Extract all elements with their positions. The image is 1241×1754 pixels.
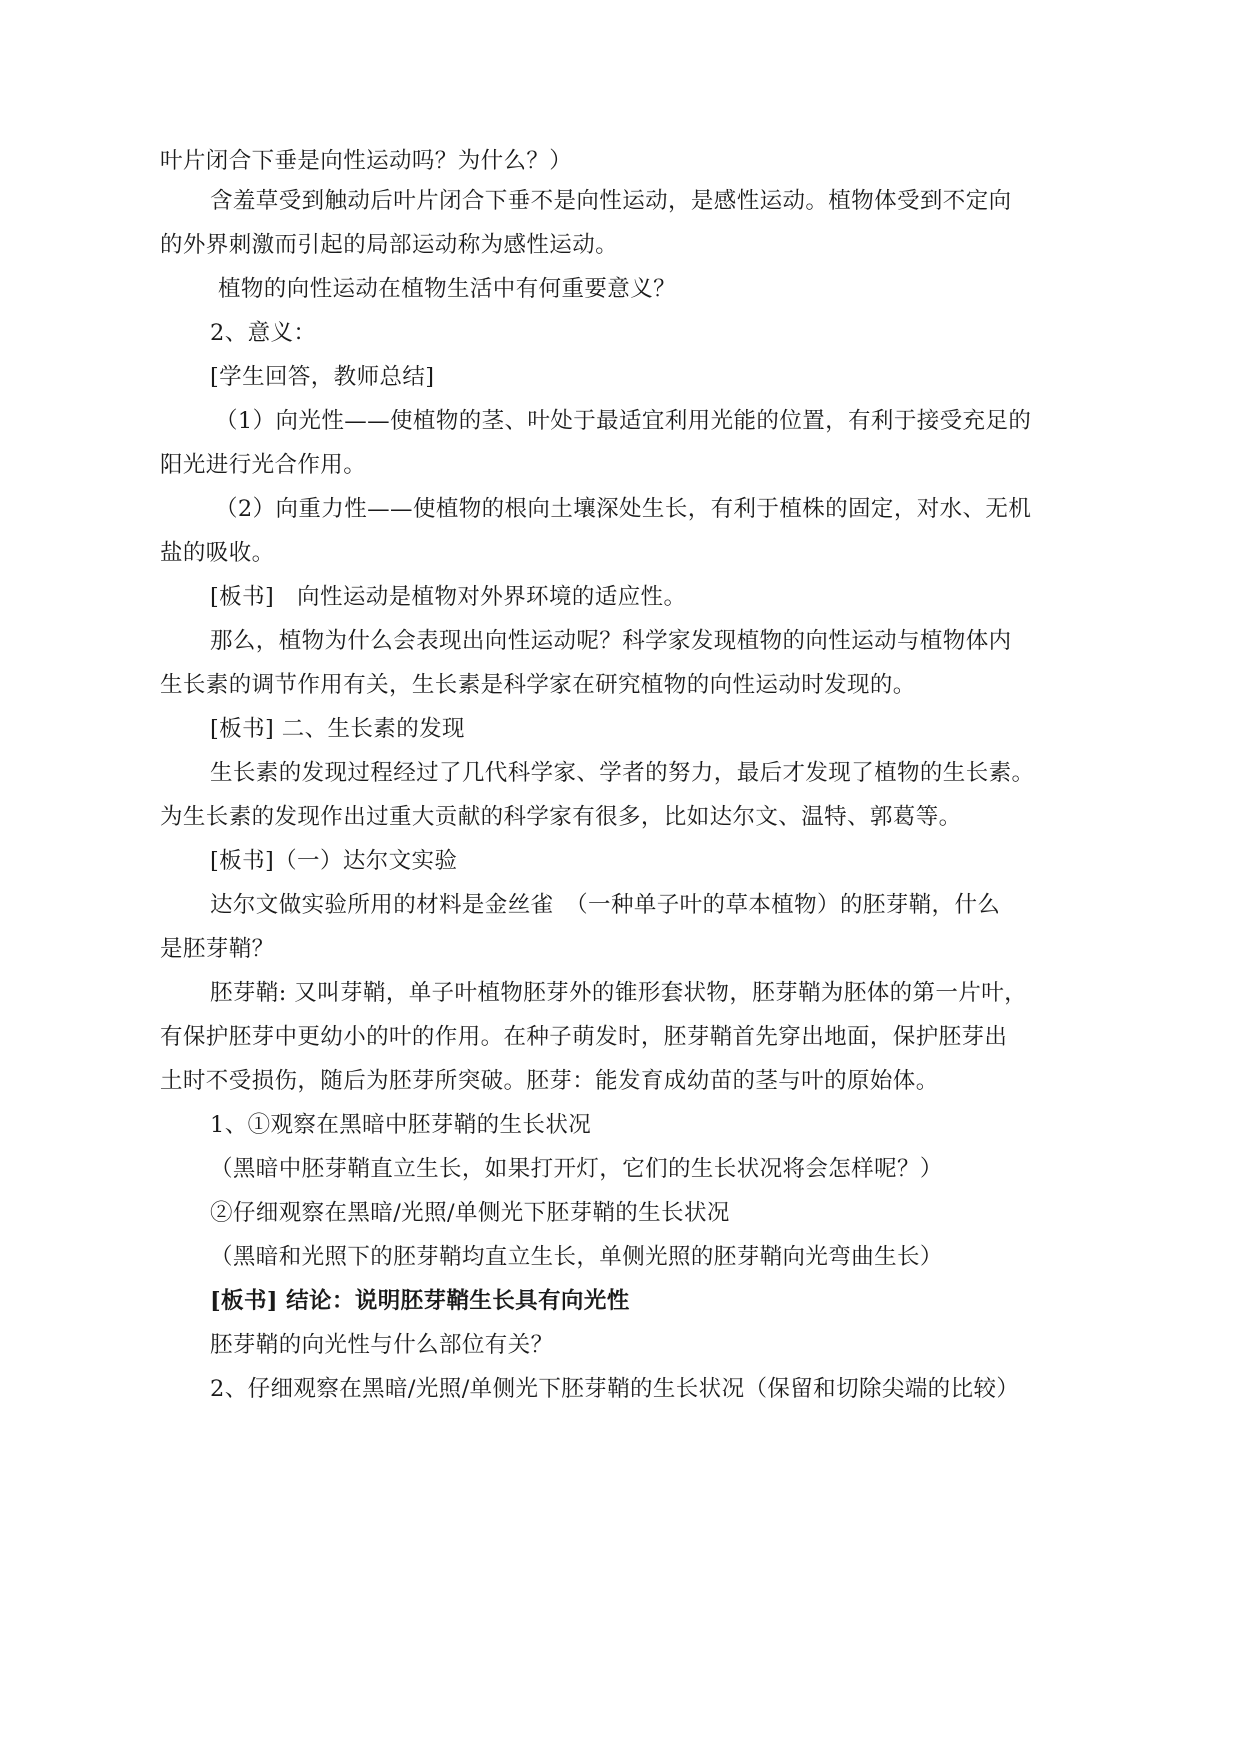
blackboard-conclusion: [板书] 结论：说明胚芽鞘生长具有向光性 — [210, 1288, 630, 1314]
text-line: 胚芽鞘: 又叫芽鞘，单子叶植物胚芽外的锥形套状物，胚芽鞘为胚体的第一片叶， — [210, 980, 1028, 1006]
blackboard-note: [板书] 向性运动是植物对外界环境的适应性。 — [210, 584, 687, 610]
text-line: 生长素的调节作用有关，生长素是科学家在研究植物的向性运动时发现的。 — [160, 672, 916, 698]
blackboard-note: [板书]（一）达尔文实验 — [210, 848, 458, 874]
text-line: 胚芽鞘的向光性与什么部位有关？ — [210, 1332, 554, 1358]
text-line: 盐的吸收。 — [160, 540, 275, 566]
text-line: （1）向光性——使植物的茎、叶处于最适宜利用光能的位置，有利于接受充足的 — [215, 408, 1032, 434]
text-line: 生长素的发现过程经过了几代科学家、学者的努力，最后才发现了植物的生长素。 — [210, 760, 1035, 786]
text-line: 为生长素的发现作出过重大贡献的科学家有很多，比如达尔文、温特、郭葛等。 — [160, 804, 962, 830]
text-line: 是胚芽鞘？ — [160, 936, 275, 962]
text-line: 的外界刺激而引起的局部运动称为感性运动。 — [160, 232, 619, 258]
text-line: （黑暗和光照下的胚芽鞘均直立生长，单侧光照的胚芽鞘向光弯曲生长） — [210, 1244, 943, 1270]
text-line: 那么，植物为什么会表现出向性运动呢？科学家发现植物的向性运动与植物体内 — [210, 628, 1012, 654]
text-line: 达尔文做实验所用的材料是金丝雀 （一种单子叶的草本植物）的胚芽鞘，什么 — [210, 892, 1001, 918]
text-line: 1、①观察在黑暗中胚芽鞘的生长状况 — [210, 1112, 592, 1138]
text-line: 土时不受损伤，随后为胚芽所突破。胚芽：能发育成幼苗的茎与叶的原始体。 — [160, 1068, 939, 1094]
text-line: 叶片闭合下垂是向性运动吗？为什么？） — [160, 148, 573, 174]
blackboard-note: [板书] 二、生长素的发现 — [210, 716, 465, 742]
text-line: （2）向重力性——使植物的根向土壤深处生长，有利于植株的固定，对水、无机 — [215, 496, 1032, 522]
text-line: 含羞草受到触动后叶片闭合下垂不是向性运动，是感性运动。植物体受到不定向 — [210, 188, 1012, 214]
text-line: ②仔细观察在黑暗/光照/单侧光下胚芽鞘的生长状况 — [210, 1200, 730, 1226]
section-heading: 2、意义： — [210, 320, 317, 346]
text-line: 有保护胚芽中更幼小的叶的作用。在种子萌发时，胚芽鞘首先穿出地面，保护胚芽出 — [160, 1024, 1008, 1050]
text-line: 阳光进行光合作用。 — [160, 452, 367, 478]
text-line: （黑暗中胚芽鞘直立生长，如果打开灯，它们的生长状况将会怎样呢？） — [210, 1156, 943, 1182]
teacher-note: [学生回答，教师总结] — [210, 364, 435, 390]
text-line: 植物的向性运动在植物生活中有何重要意义？ — [218, 276, 677, 302]
text-line: 2、仔细观察在黑暗/光照/单侧光下胚芽鞘的生长状况（保留和切除尖端的比较） — [210, 1376, 1020, 1402]
